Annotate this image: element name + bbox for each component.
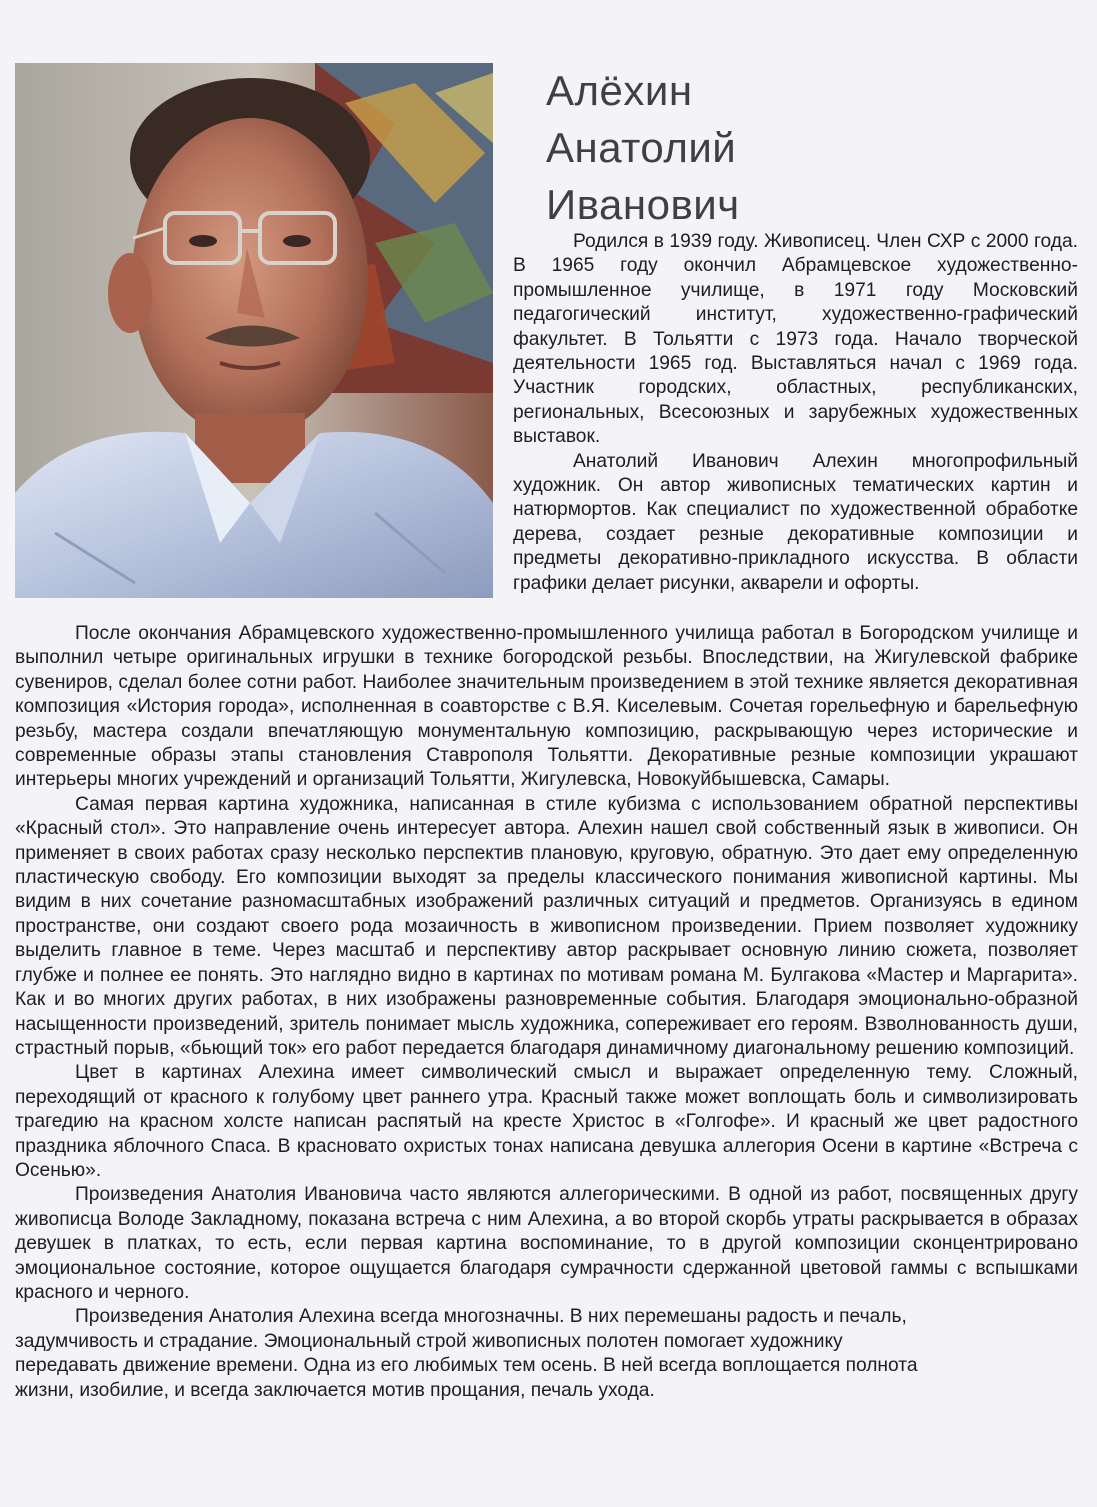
paragraph-biography: Родился в 1939 году. Живописец. Член СХР с 2000 года. В 1965 году окончил Абрамцевское художественно-промышленное училище, в 1971 году Московский педагогический институт, художественно-графический факультет. В Тольятти с 1973 года. Начало творческой деятельности 1965 год. Выставляться начал с 1969 года. Участник городских, областных, республиканских, региональных, Всесоюзных и зарубежных художественных выставок.: [513, 231, 1078, 448]
artist-name: [546, 62, 1066, 233]
conclusion-line-4: жизни, изобилие, и всегда заключается мотив прощания, печаль ухода.: [15, 1379, 655, 1401]
portrait-illustration: [15, 63, 493, 598]
artist-first-name: Анатолий: [546, 124, 737, 171]
paragraph-allegory: Произведения Анатолия Ивановича часто являются аллегорическими. В одной из работ, посвященных другу живописца Володе Закладному, показана встреча с ним Алехина, а во второй скорбь утраты раскрывается в образах девушек в платках, то есть, если первая картина воспоминание, то в другой композиции сконцентрировано эмоциональное состояние, которое ощущается благодаря сумрачности сдержанной цветовой гаммы с вспышками красного и черного.: [15, 1184, 1078, 1303]
paragraph-profile: Анатолий Иванович Алехин многопрофильный художник. Он автор живописных тематических картин и натюрмортов. Как специалист по художественной обработке дерева, создает резные декоративные композиции и предметы декоративно-прикладного искусства. В области графики делает рисунки, акварели и офорты.: [513, 450, 1078, 594]
paragraph-conclusion: [15, 1305, 1078, 1403]
intro-text: [513, 230, 1078, 596]
conclusion-line-2: задумчивость и страдание. Эмоциональный строй живописных полотен помогает художнику: [15, 1330, 843, 1352]
artist-surname: Алёхин: [546, 67, 693, 114]
paragraph-painting-style: Самая первая картина художника, написанная в стиле кубизма с использованием обратной перспективы «Красный стол». Это направление очень интересует автора. Алехин нашел свой собственный язык в живописи. Он применяет в своих работах сразу несколько перспектив плановую, круговую, обратную. Это дает ему определенную пластическую свободу. Его композиции выходят за пределы классического понимания живописной картины. Мы видим в них сочетание разномасштабных изображений различных ситуаций и предметов. Организуясь в едином пространстве, они создают своего рода мозаичность в живописном произведении. Прием позволяет художнику выделить главное в теме. Через масштаб и перспективу автор раскрывает основную линию сюжета, позволяет глубже и полнее ее понять. Это наглядно видно в картинах по мотивам романа М. Булгакова «Мастер и Маргарита». Как и во многих других работах, в них изображены разновременные события. Благодаря эмоционально-образной насыщенности произведений, зритель понимает мысль художника, сопереживает его героям. Взволнованность души, страстный порыв, «бьющий ток» его работ передается благодаря динамичному диагональному решению композиций.: [15, 793, 1078, 1059]
conclusion-line-1: Произведения Анатолия Алехина всегда многозначны. В них перемешаны радость и печаль,: [75, 1306, 907, 1328]
paragraph-woodcarving: После окончания Абрамцевского художественно-промышленного училища работал в Богородском училище и выполнил четыре оригинальных игрушки в технике богородской резьбы. Впоследствии, на Жигулевской фабрике сувениров, сделал более сотни работ. Наиболее значительным произведением в этой технике является декоративная композиция «История города», исполненная в соавторстве с В.Я. Киселевым. Сочетая горельефную и барельефную резьбу, мастера создали впечатляющую монументальную композицию, раскрывающую через исторические и современные образы этапы становления Ставрополя Тольятти. Декоративные резные композиции украшают интерьеры многих учреждений и организаций Тольятти, Жигулевска, Новокуйбышевска, Самары.: [15, 623, 1078, 791]
artist-patronymic: Иванович: [546, 181, 740, 228]
paragraph-color: Цвет в картинах Алехина имеет символический смысл и выражает определенную тему. Сложный, переходящий от красного к голубому цвет раннего утра. Красный также может воплощать боль и символизировать трагедию на красном холсте написан распятый на кресте Христос в «Голгофе». И красный же цвет радостного праздника яблочного Спаса. В красновато охристых тонах написана девушка аллегория Осени в картине «Встреча с Осенью».: [15, 1062, 1078, 1181]
conclusion-line-3: передавать движение времени. Одна из его любимых тем осень. В ней всегда воплощается полнота: [15, 1355, 918, 1377]
portrait-photo: [15, 63, 493, 598]
article-body: [15, 622, 1078, 1403]
